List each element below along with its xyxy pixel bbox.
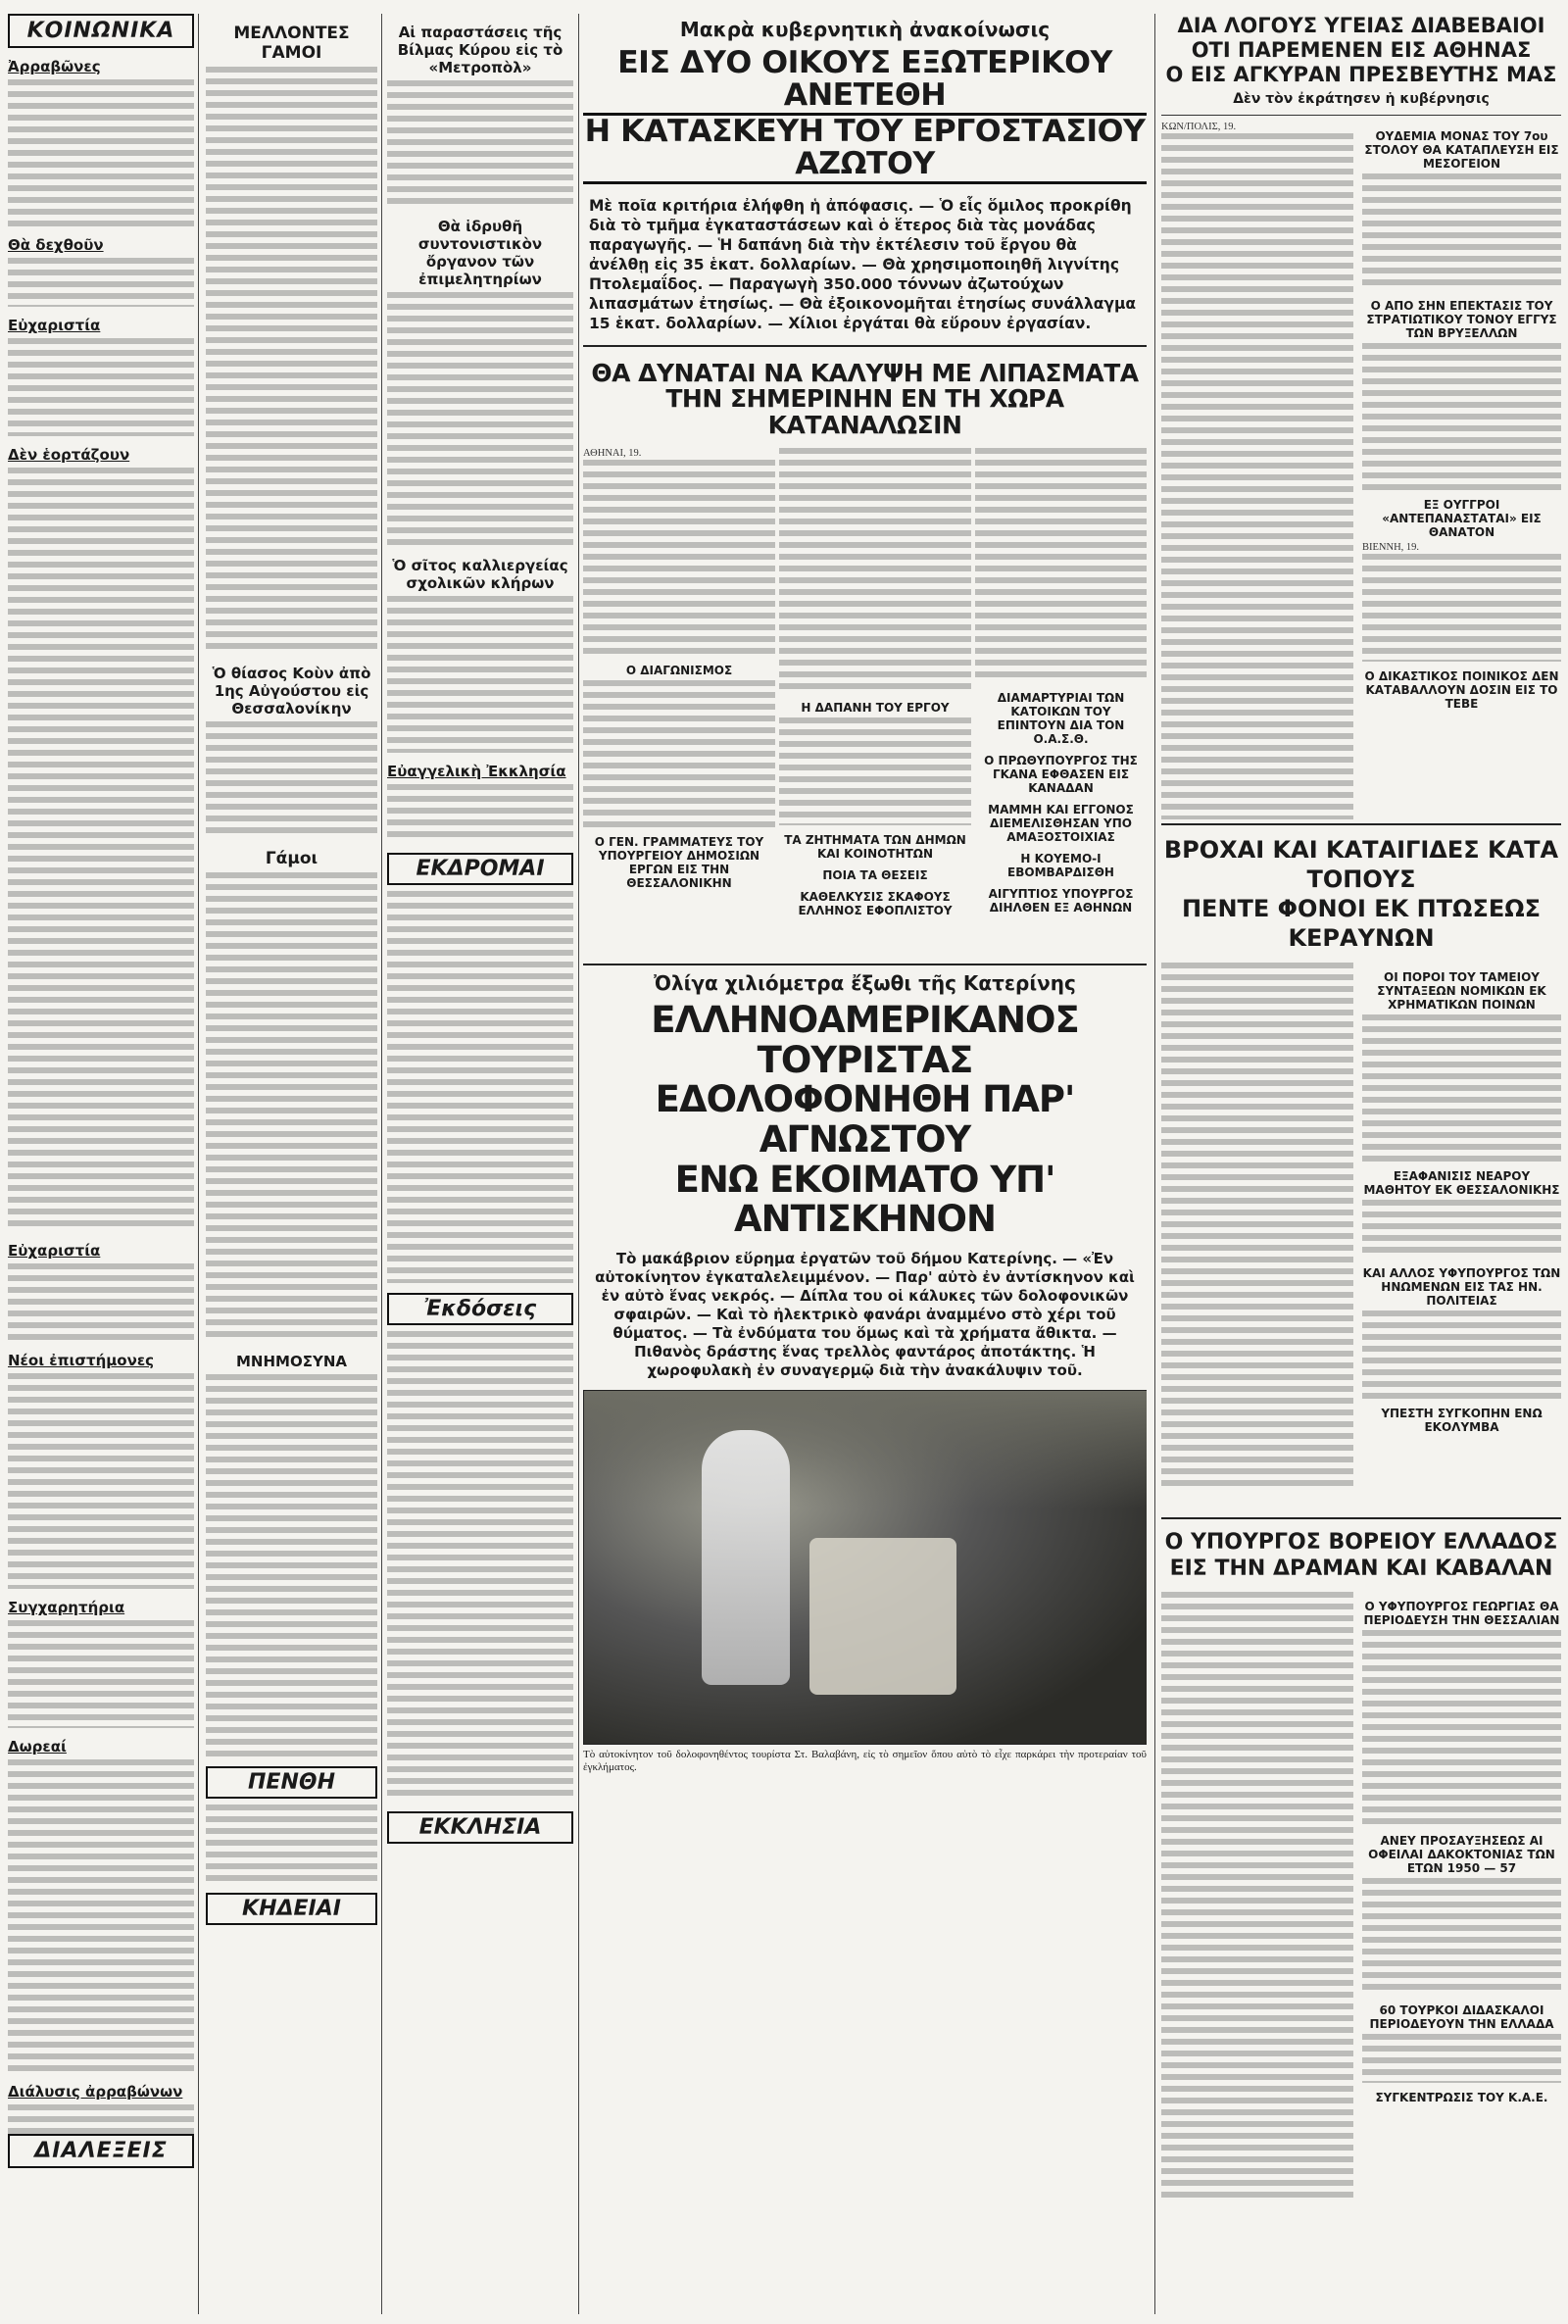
headline-ambassador — [1161, 14, 1561, 87]
headline-tourist-murder — [583, 998, 1147, 1241]
headline-line-2: Η ΚΑΤΑΣΚΕΥΗ ΤΟΥ ΕΡΓΟΣΤΑΣΙΟΥ ΑΖΩΤΟΥ — [583, 116, 1147, 184]
performances-heading: Αἱ παραστάσεις τῆς Βίλμας Κύρου εἰς τὸ «Μετροπὸλ» — [397, 24, 564, 76]
shipowner-heading: ΚΑΘΕΛΚΥΣΙΣ ΣΚΑΦΟΥΣ ΕΛΛΗΝΟΣ ΕΦΟΠΛΙΣΤΟΥ — [798, 889, 953, 917]
grain-heading: Ὁ σῖτος καλλιεργείας σχολικῶν κλήρων — [392, 557, 568, 592]
assembly-heading: ΣΥΓΚΕΝΤΡΩΣΙΣ ΤΟΥ Κ.Α.Ε. — [1375, 2091, 1548, 2104]
body-filler — [206, 1805, 377, 1883]
weddings-heading: Γάμοι — [265, 849, 318, 868]
turks-heading: 60 ΤΟΥΡΚΟΙ ΔΙΔΑΣΚΑΛΟΙ ΠΕΡΙΟΔΕΥΟΥΝ ΤΗΝ ΕΛΛΑΔΑ — [1369, 2003, 1554, 2031]
body-filler — [779, 448, 971, 693]
body-filler — [1362, 1014, 1561, 1162]
body-filler — [8, 1620, 194, 1728]
headline-line: ΟΤΙ ΠΑΡΕΜΕΝΕΝ ΕΙΣ ΑΘΗΝΑΣ — [1191, 38, 1532, 62]
mourning-heading: ΠΕΝΘΗ — [206, 1766, 377, 1799]
body-filler — [1362, 173, 1561, 291]
headline-line: ΠΕΝΤΕ ΦΟΝΟΙ ΕΚ ΠΤΩΣΕΩΣ ΚΕΡΑΥΝΩΝ — [1181, 895, 1542, 952]
body-filler — [387, 292, 573, 547]
competition-heading: Ο ΔΙΑΓΩΝΙΣΜΟΣ — [625, 663, 733, 677]
right-split-2 — [1161, 963, 1561, 1511]
body-filler — [206, 1374, 377, 1756]
dateline: ΑΘΗΝΑΙ, 19. — [583, 447, 642, 459]
sec-general-heading: Ο ΓΕΝ. ΓΡΑΜΜΑΤΕΥΣ ΤΟΥ ΥΠΟΥΡΓΕΙΟΥ ΔΗΜΟΣΙΩΝ ΕΡΓΩΝ ΕΙΣ ΤΗΝ ΘΕΣΣΑΛΟΝΙΚΗΝ — [594, 834, 764, 890]
column-rule — [198, 14, 199, 2314]
ambassador-subhead: Δὲν τὸν ἐκράτησεν ἡ κυβέρνησις — [1233, 91, 1490, 107]
body-filler — [8, 1373, 194, 1589]
donations-heading: Δωρεαί — [8, 1738, 67, 1755]
body-split — [583, 448, 1147, 958]
body-filler — [206, 872, 377, 1343]
body-filler — [8, 2104, 194, 2134]
right-col-c — [1161, 963, 1353, 1492]
body-col-b — [779, 448, 971, 920]
hungarians-heading: ΕΞ ΟΥΓΓΡΟΙ «ΑΝΤΕΠΑΝΑΣΤΑΤΑΙ» ΕΙΣ ΘΑΝΑΤΟΝ — [1382, 498, 1542, 539]
right-col-f — [1362, 1592, 1561, 2107]
kicker-katerini: Ὀλίγα χιλιόμετρα ἔξωθι τῆς Κατερίνης — [654, 970, 1076, 995]
right-col-d — [1362, 963, 1561, 1437]
social-column — [8, 14, 194, 2314]
events-column — [206, 14, 377, 2314]
headline-nitrogen-factory — [583, 47, 1147, 184]
news-photo — [583, 1390, 1147, 1745]
not-celebrating-heading: Δὲν ἑορτάζουν — [8, 446, 130, 464]
body-filler — [1362, 2034, 1561, 2083]
dateline: ΒΙΕΝΝΗ, 19. — [1362, 542, 1420, 553]
seventh-fleet-heading: ΟΥΔΕΜΙΑ ΜΟΝΑΣ ΤΟΥ 7ου ΣΤΟΛΟΥ ΘΑ ΚΑΤΑΠΛΕΥΣΗ ΕΙΣ ΜΕΣΟΓΕΙΟΝ — [1364, 129, 1559, 171]
dateline: ΚΩΝ/ΠΟΛΙΣ, 19. — [1161, 122, 1237, 132]
body-filler — [8, 468, 194, 1232]
ghana-heading: Ο ΠΡΩΘΥΠΟΥΡΓΟΣ ΤΗΣ ΓΚΑΝΑ ΕΦΘΑΣΕΝ ΕΙΣ ΚΑΝΑΔΑΝ — [984, 753, 1138, 795]
egypt-heading: ΑΙΓΥΠΤΙΟΣ ΥΠΟΥΡΓΟΣ ΔΙΗΛΘΕΝ ΕΞ ΑΘΗΝΩΝ — [988, 886, 1134, 915]
body-filler — [1362, 1630, 1561, 1826]
headline-line: ΒΡΟΧΑΙ ΚΑΙ ΚΑΤΑΙΓΙΔΕΣ ΚΑΤΑ ΤΟΠΟΥΣ — [1163, 836, 1559, 893]
column-rule — [1154, 14, 1155, 2314]
receptions-heading: Θὰ δεχθοῦν — [8, 236, 104, 254]
headline-line: ΕΛΛΗΝΟΑΜΕΡΙΚΑΝΟΣ ΤΟΥΡΙΣΤΑΣ — [651, 998, 1079, 1081]
body-filler — [1362, 1878, 1561, 1996]
headline-line: Ο ΕΙΣ ΑΓΚΥΡΑΝ ΠΡΕΣΒΕΥΤΗΣ ΜΑΣ — [1165, 63, 1557, 86]
body-filler — [8, 258, 194, 307]
body-filler — [975, 448, 1147, 683]
body-filler — [387, 596, 573, 753]
evangelical-heading: Εὐαγγελικὴ Ἐκκλησία — [387, 763, 566, 780]
headline-line-1: ΕΙΣ ΔΥΟ ΟΙΚΟΥΣ ΕΞΩΤΕΡΙΚΟΥ ΑΝΕΤΕΘΗ — [583, 47, 1147, 116]
right-col-a — [1161, 122, 1353, 819]
column-rule — [381, 14, 382, 2314]
engagements-heading: Ἀρραβῶνες — [8, 58, 101, 75]
mother-son-heading: ΜΑΜΜΗ ΚΑΙ ΕΓΓΟΝΟΣ ΔΙΕΜΕΛΙΣΘΗΣΑΝ ΥΠΟ ΑΜΑΞΟΣΤΟΙΧΙΑΣ — [988, 802, 1134, 844]
funerals-heading: ΚΗΔΕΙΑΙ — [206, 1893, 377, 1925]
section-title-social: ΚΟΙΝΩΝΙΚΑ — [8, 14, 194, 48]
body-filler — [779, 717, 971, 825]
wishes-heading: Εὐχαριστία — [8, 317, 101, 334]
deck-nitrogen: Μὲ ποῖα κριτήρια ἐλήφθη ἡ ἀπόφασις. — Ὁ εἷς ὅμιλος προκρίθη διὰ τὸ τμῆμα ἐγκαταστάσεων καὶ ὁ ἕτερος διὰ τὰς μονάδας παραγωγῆς. — Ἡ δαπάνη διὰ τὴν ἐκτέλεσιν τοῦ ἔργου θὰ ἀνέλθῃ εἰς 35 ἑκατ. δολλαρίων. — Θὰ χρησιμοποιηθῆ λιγνίτης Πτολεμαΐδος. — Παραγωγὴ 350.000 τόννων ἀζωτούχων λιπασμάτων ἐτησίως. — Θὰ ἐξοικονομῆται ἐτησίως συνάλλαγμα 15 ἑκατ. δολλαρίων. — Χίλιοι ἐργάται θὰ εὕρουν ἐργασίαν. — [589, 197, 1137, 333]
main-news — [583, 14, 1147, 2314]
vp-heading: ΚΑΙ ΑΛΛΟΣ ΥΦΥΠΟΥΡΓΟΣ ΤΩΝ ΗΝΩΜΕΝΩΝ ΕΙΣ ΤΑΣ ΗΝ. ΠΟΛΙΤΕΙΑΣ — [1362, 1266, 1561, 1308]
headline-minister: Ο ΥΠΟΥΡΓΟΣ ΒΟΡΕΙΟΥ ΕΛΛΑΔΟΣ ΕΙΣ ΤΗΝ ΔΡΑΜΑΝ ΚΑΙ ΚΑΒΑΛΑΝ — [1164, 1530, 1558, 1581]
publications-heading: Ἐκδόσεις — [387, 1293, 573, 1325]
body-filler — [1362, 554, 1561, 662]
right-col-e — [1161, 1592, 1353, 2200]
kuwait-heading: Η ΚΟΥΕΜΟ-Ι ΕΒΟΜΒΑΡΔΙΣΘΗ — [1007, 851, 1114, 879]
body-filler — [387, 784, 573, 843]
headline-line: ΔΙΑ ΛΟΓΟΥΣ ΥΓΕΙΑΣ ΔΙΑΒΕΒΑΙΟΙ — [1177, 14, 1545, 37]
disappearance-heading: ΕΞΑΦΑΝΙΣΙΣ ΝΕΑΡΟΥ ΜΑΘΗΤΟΥ ΕΚ ΘΕΣΣΑΛΟΝΙΚΗΣ — [1363, 1169, 1560, 1197]
headline-storms — [1161, 835, 1561, 953]
wishes-heading-2: Εὐχαριστία — [8, 1242, 101, 1260]
body-filler — [1161, 963, 1353, 1492]
georgia-heading: Ο ΥΦΥΠΟΥΡΓΟΣ ΓΕΩΡΓΙΑΣ ΘΑ ΠΕΡΙΟΔΕΥΣΗ ΤΗΝ ΘΕΣΣΑΛΙΑΝ — [1363, 1600, 1560, 1627]
body-filler — [1161, 1592, 1353, 2200]
new-graduates-heading: Νέοι ἐπιστήμονες — [8, 1352, 155, 1369]
body-filler — [387, 1331, 573, 1802]
body-filler — [8, 338, 194, 436]
right-split — [1161, 122, 1561, 817]
congratulations-heading: Συγχαρητήρια — [8, 1599, 125, 1616]
headline-line: ΕΝΩ ΕΚΟΙΜΑΤΟ ΥΠ' ΑΝΤΙΣΚΗΝΟΝ — [674, 1158, 1055, 1241]
right-split-3 — [1161, 1592, 1561, 2219]
excursions-heading: ΕΚΔΡΟΜΑΙ — [387, 853, 573, 885]
fund-heading: ΟΙ ΠΟΡΟΙ ΤΟΥ ΤΑΜΕΙΟΥ ΣΥΝΤΑΞΕΩΝ ΝΟΜΙΚΩΝ ΕΚ ΧΡΗΜΑΤΙΚΩΝ ΠΟΙΝΩΝ — [1377, 970, 1546, 1012]
body-filler — [8, 79, 194, 226]
body-col-c — [975, 448, 1147, 917]
body-filler — [1362, 1200, 1561, 1259]
troupe-heading: Ὁ θίασος Κοὺν ἀπὸ 1ης Αὐγούστου εἰς Θεσσαλονίκην — [212, 665, 371, 717]
cost-heading: Η ΔΑΠΑΝΗ ΤΟΥ ΕΡΓΟΥ — [801, 700, 950, 715]
section-title-lectures: ΔΙΑΛΕΞΕΙΣ — [8, 2134, 194, 2168]
body-filler — [206, 67, 377, 655]
protest-heading: ΔΙΑΜΑΡΤΥΡΙΑΙ ΤΩΝ ΚΑΤΟΙΚΩΝ ΤΟΥ ΕΠΙΝΤΟΥΝ ΔΙΑ ΤΟΝ Ο.Α.Σ.Θ. — [997, 690, 1125, 746]
body-filler — [8, 1263, 194, 1342]
body-col-a — [583, 448, 775, 893]
photo-caption: Τὸ αὐτοκίνητον τοῦ δολοφονηθέντος τουρίστα Στ. Βαλαβάνη, εἰς τὸ σημεῖον ὅπου αὐτὸ τὸ εἶχε παρκάρει τὴν προτεραίαν τοῦ ἐγκλήματος. — [583, 1749, 1147, 1774]
deck-tourist: Τὸ μακάβριον εὕρημα ἐργατῶν τοῦ δήμου Κατερίνης. — «Ἐν αὐτοκίνητον ἐγκαταλελειμμένον. — Παρ' αὐτὸ ἐν ἀντίσκηνον καὶ ἐν αὐτὸ ἕνας νεκρός. — Δίπλα του οἱ κάλυκες τῶν δολοφονικῶν σφαιρῶν. — Καὶ τὸ ἠλεκτρικὸ φανάρι ἀναμμένο στὸ χέρι τοῦ θύματος. — Τὰ ἐνδύματα του ὅμως καὶ τὰ χρήματα ἄθικτα. — Πιθανὸς δράστης ἕνας τρελλὸς φαντάρος ἀποτάκτης. Ἡ χωροφυλακὴ ἐν συναγερμῷ διὰ τὴν ἀνακάλυψιν τοῦ. — [595, 1250, 1135, 1380]
kicker-government: Μακρὰ κυβερνητικὴ ἀνακοίνωσις — [679, 18, 1051, 41]
debts-heading: ΑΝΕΥ ΠΡΟΣΑΥΞΗΣΕΩΣ ΑΙ ΟΦΕΙΛΑΙ ΔΑΚΟΚΤΟΝΙΑΣ ΤΩΝ ΕΤΩΝ 1950 — 57 — [1368, 1834, 1555, 1875]
criminal-heading: Ο ΔΙΚΑΣΤΙΚΟΣ ΠΟΙΝΙΚΟΣ ΔΕΝ ΚΑΤΑΒΑΛΛΟΥΝ ΔΟΣΙΝ ΕΙΣ ΤΟ ΤΕΒΕ — [1364, 669, 1559, 711]
right-news — [1161, 14, 1561, 2314]
which-fuel-heading: ΠΟΙΑ ΤΑ ΘΕΣΕΙΣ — [822, 867, 928, 882]
body-filler — [1362, 1310, 1561, 1399]
column-rule — [578, 14, 579, 2314]
body-filler — [387, 891, 573, 1283]
headline-fertilizers: ΘΑ ΔΥΝΑΤΑΙ ΝΑ ΚΑΛΥΨΗ ΜΕ ΛΙΠΑΣΜΑΤΑ ΤΗΝ ΣΗΜΕΡΙΝΗΝ ΕΝ ΤΗ ΧΩΡΑ ΚΑΤΑΝΑΛΩΣΙΝ — [591, 359, 1139, 439]
future-weddings-heading: ΜΕΛΛΟΝΤΕΣ ΓΑΜΟΙ — [233, 24, 350, 63]
brussels-heading: Ο ΑΠΟ ΣΗΝ ΕΠΕΚΤΑΣΙΣ ΤΟΥ ΣΤΡΑΤΙΩΤΙΚΟΥ ΤΟΝΟΥ ΕΓΓΥΣ ΤΩΝ ΒΡΥΞΕΛΛΩΝ — [1366, 299, 1557, 340]
body-filler — [206, 721, 377, 839]
body-filler — [583, 460, 775, 656]
news-column-3 — [387, 14, 573, 2314]
body-filler — [1161, 133, 1353, 819]
body-filler — [583, 680, 775, 827]
swimming-heading: ΥΠΕΣΤΗ ΣΥΓΚΟΠΗΝ ΕΝΩ ΕΚΟΛΥΜΒΑ — [1381, 1407, 1543, 1434]
right-col-b — [1362, 122, 1561, 714]
dissolution-heading: Διάλυσις ἀρραβώνων — [8, 2083, 183, 2101]
memorial-heading: ΜΝΗΜΟΣΥΝΑ — [236, 1353, 347, 1370]
body-filler — [1362, 343, 1561, 490]
body-filler — [387, 80, 573, 208]
municipal-heading: ΤΑ ΖΗΤΗΜΑΤΑ ΤΩΝ ΔΗΜΩΝ ΚΑΙ ΚΟΙΝΟΤΗΤΩΝ — [784, 832, 966, 861]
body-filler — [8, 1759, 194, 2073]
headline-line: ΕΔΟΛΟΦΟΝΗΘΗ ΠΑΡ' ΑΓΝΩΣΤΟΥ — [655, 1078, 1075, 1161]
church-heading: ΕΚΚΛΗΣΙΑ — [387, 1811, 573, 1844]
founding-heading: Θὰ ἱδρυθῆ συντονιστικὸν ὄργανον τῶν ἐπιμελητηρίων — [417, 218, 543, 288]
